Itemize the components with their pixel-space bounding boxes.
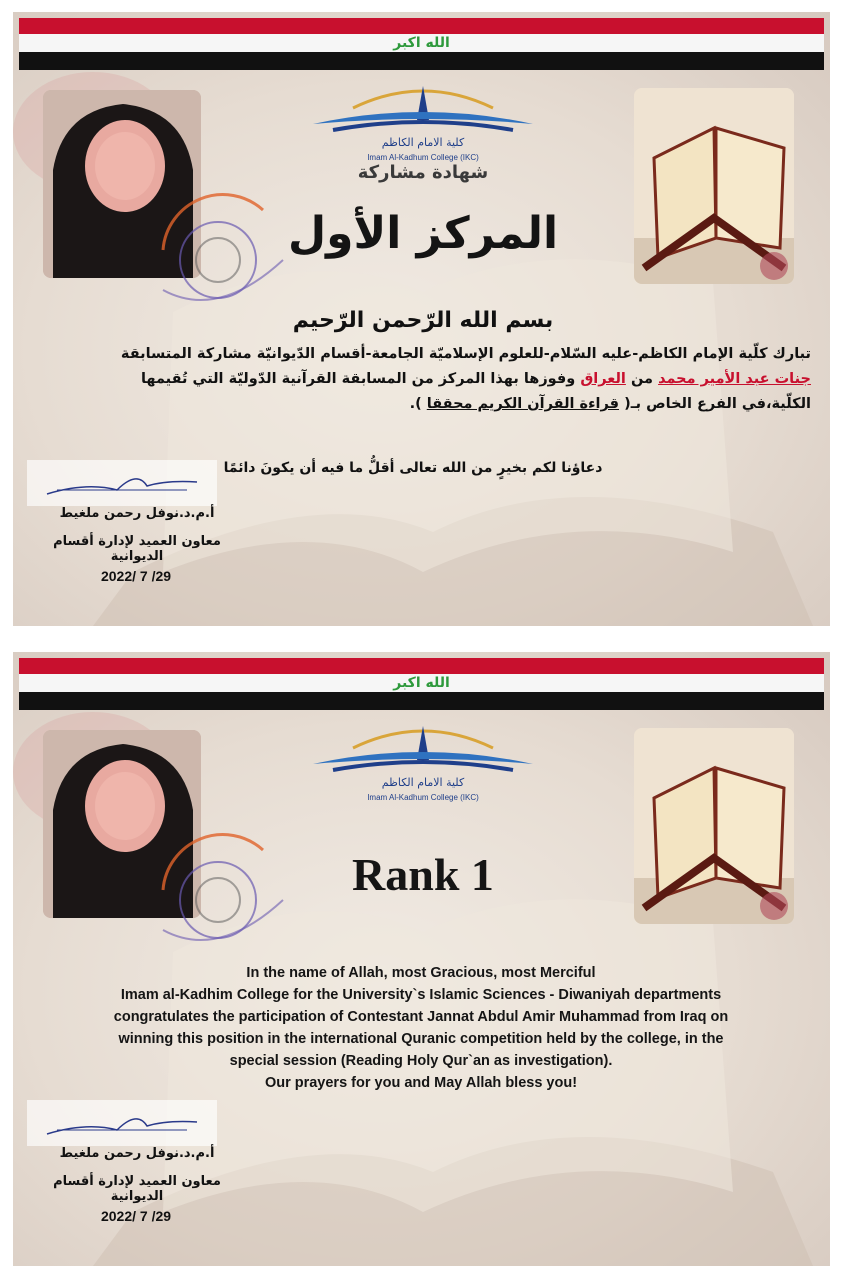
certificate-body-english xyxy=(21,962,821,1094)
iraq-flag-banner xyxy=(19,18,824,70)
english-line-5: special session (Reading Holy Qur`an as investigation). xyxy=(229,1053,613,1069)
flag-takbir-text: الله اكبر xyxy=(393,35,450,51)
logo-arabic-text: كلية الامام الكاظم xyxy=(381,136,465,149)
competition-branch: قراءة القرآن الكريم محققا xyxy=(426,396,620,412)
english-line-4: winning this position in the international Quranic competition held by the college, in the xyxy=(118,1031,724,1047)
english-line-1: In the name of Allah, most Gracious, most Merciful xyxy=(246,965,596,981)
prayer-text: دعاؤنا لكم بخيرٍ من الله تعالى أقلُّ ما فيه أن يكونَ دائمًا xyxy=(223,460,603,476)
body-line-3 xyxy=(41,392,811,417)
certificate-body-arabic xyxy=(41,342,811,417)
certificate-english xyxy=(13,652,830,1266)
certificate-arabic xyxy=(13,12,830,626)
from-word: من xyxy=(630,371,653,387)
quran-stand-image xyxy=(634,728,794,924)
body-line-2 xyxy=(41,367,811,392)
certificate-date: 2022/ 7 /29 xyxy=(100,1208,172,1224)
rank-heading-english: Rank 1 xyxy=(352,849,494,900)
body-line-2-rest: وفوزها بهذا المركز من المسابقة القرآنية الدّوليّة التي تُقيمها xyxy=(140,371,576,387)
body-line-3-end: ). xyxy=(409,396,422,412)
basmala: بسم الله الرّحمن الرّحيم xyxy=(292,308,554,333)
certificate-date: 2022/ 7 /29 xyxy=(100,568,172,584)
signatory-name: أ.م.د.نوفل رحمن ملغيط xyxy=(59,1146,215,1161)
logo-english-text: Imam Al-Kadhum College (IKC) xyxy=(367,153,479,162)
logo-arabic-text: كلية الامام الكاظم xyxy=(381,776,465,789)
logo-english-text: Imam Al-Kadhum College (IKC) xyxy=(367,793,479,802)
contestant-country: العراق xyxy=(580,371,626,387)
body-line-3-start: الكلّية،في الفرع الخاص بـ( xyxy=(624,396,811,412)
iraq-flag-banner xyxy=(19,658,824,710)
contestant-name: جنات عبد الأمير محمد xyxy=(658,371,811,387)
rank-heading-arabic: المركز الأول xyxy=(287,208,559,259)
quran-stand-image xyxy=(634,88,794,284)
signatory-role: معاون العميد لإدارة أقسام الديوانية xyxy=(53,1174,221,1204)
college-logo xyxy=(293,80,553,168)
certificate-title: شهادة مشاركة xyxy=(357,162,489,183)
signature-scribble xyxy=(27,1100,217,1146)
flag-takbir-text: الله اكبر xyxy=(393,675,450,691)
english-line-2: Imam al-Kadhim College for the University`s Islamic Sciences - Diwaniyah departments xyxy=(120,987,722,1003)
english-line-6: Our prayers for you and May Allah bless you! xyxy=(264,1075,578,1091)
signatory-role: معاون العميد لإدارة أقسام الديوانية xyxy=(53,534,221,564)
college-logo xyxy=(293,720,553,808)
body-line-1: تبارك كلّية الإمام الكاظم-عليه السّلام-للعلوم الإسلاميّة الجامعة-أقسام الدّيوانيّة مشاركة المتسابقة xyxy=(120,346,811,362)
signature-scribble xyxy=(27,460,217,506)
english-line-3: congratulates the participation of Contestant Jannat Abdul Amir Muhammad from Iraq on xyxy=(113,1009,729,1025)
signatory-name: أ.م.د.نوفل رحمن ملغيط xyxy=(59,506,215,521)
